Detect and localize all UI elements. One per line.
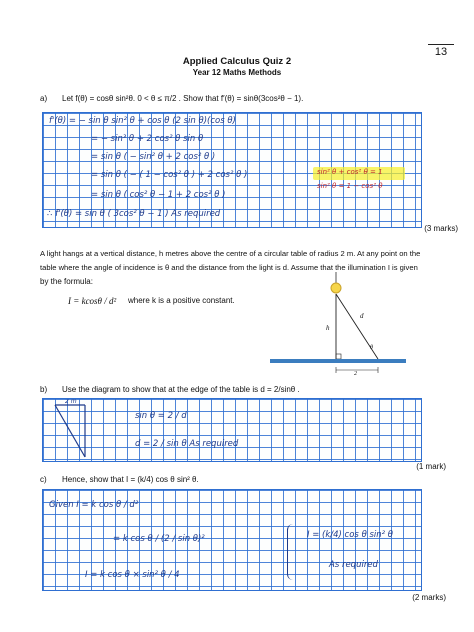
triangle-sketch <box>49 401 99 459</box>
question-b-text: Use the diagram to show that at the edge of the table is d = 2/sinθ . <box>62 385 300 394</box>
brace-mark <box>287 524 296 580</box>
work-b-line-2: d = 2 / sin θ As required <box>135 439 239 449</box>
work-a-line-3: = sin θ ( − sin² θ + 2 cos² θ ) <box>91 152 216 162</box>
intro-line-3: by the formula: <box>40 277 93 286</box>
intro-line-1: A light hangs at a vertical distance, h metres above the centre of a circular table of radius 2 m. At any point on the <box>40 249 421 258</box>
work-c-line-1: Given I = k cos θ / d² <box>49 500 139 510</box>
work-c-line-2: = k cos θ / (2 / sin θ)² <box>113 534 205 544</box>
lamp-diagram <box>268 272 408 382</box>
work-c-line-3: I = k cos θ × sin² θ / 4 <box>85 570 180 580</box>
diagram-label-h: h <box>326 324 330 332</box>
work-c-side-result: I = (k/4) cos θ sin² θ <box>307 530 393 540</box>
diagram-label-d: d <box>360 312 364 320</box>
question-b-label: b) <box>40 385 48 394</box>
question-c-text: Hence, show that I = (k/4) cos θ sin² θ. <box>62 475 199 484</box>
working-grid-c <box>42 489 422 591</box>
question-a-text: Let f(θ) = cosθ sin²θ. 0 < θ ≤ π/2 . Show that f′(θ) = sinθ(3cos²θ − 1). <box>62 94 304 103</box>
identity-note-2: sin² θ = 1 − cos² θ <box>317 182 383 190</box>
illumination-formula: I = kcosθ / d² <box>68 296 117 306</box>
work-a-line-2: = − sin³ θ + 2 cos² θ sin θ <box>91 134 204 144</box>
formula-where-text: where k is a positive constant. <box>128 296 235 305</box>
working-grid-a <box>42 112 422 228</box>
diagram-label-2: 2 <box>354 371 357 377</box>
question-c-label: c) <box>40 475 47 484</box>
quiz-subtitle: Year 12 Maths Methods <box>192 68 282 77</box>
quiz-title: Applied Calculus Quiz 2 <box>182 56 292 67</box>
question-a-label: a) <box>40 94 48 103</box>
page-number: 13 <box>428 44 454 58</box>
work-b-line-1: sin θ = 2 / d <box>135 411 187 421</box>
work-a-line-6: ∴ f'(θ) = sin θ ( 3cos² θ − 1 ) As required <box>47 209 221 219</box>
work-a-line-1: f'(θ) = − sin θ sin² θ + cos θ (2 sin θ)(cos θ) <box>49 116 236 126</box>
marks-b: (1 mark) <box>416 462 446 471</box>
intro-line-2: table where the angle of incidence is θ and the distance from the light is d. Assume that the illumination I is given <box>40 263 418 272</box>
diagram-label-theta: θ <box>370 345 373 351</box>
working-grid-b <box>42 398 422 462</box>
sketch-label-2m: 2 m <box>65 398 77 405</box>
identity-note-1: sin² θ + cos² θ = 1 <box>317 168 383 176</box>
work-a-line-5: = sin θ ( cos² θ − 1 + 2 cos² θ ) <box>91 190 226 200</box>
work-c-side-required: As required <box>329 560 378 570</box>
work-a-line-4: = sin θ ( − ( 1 − cos² θ ) + 2 cos² θ ) <box>91 170 248 180</box>
marks-a: (3 marks) <box>424 224 458 233</box>
light-bulb-icon <box>331 283 341 293</box>
marks-c: (2 marks) <box>412 593 446 602</box>
